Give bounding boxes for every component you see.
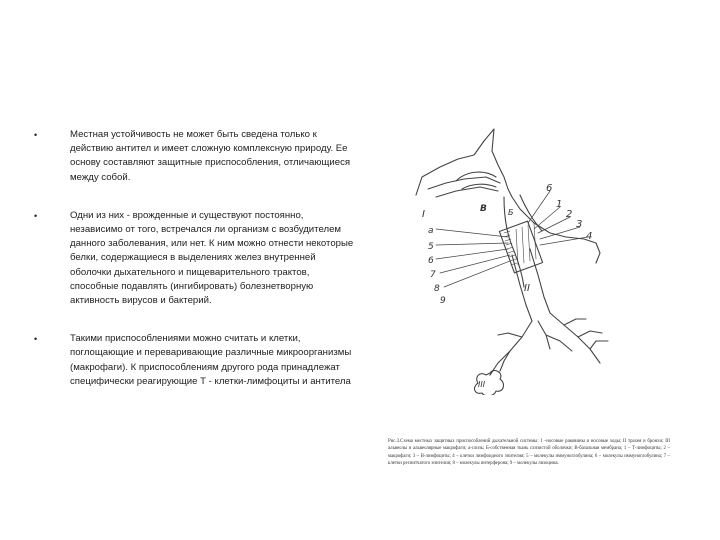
label-letter: Б (508, 208, 514, 217)
label-letter: В (480, 204, 487, 214)
figure-caption: Рис.3.Схема местных защитных приспособлений дыхательной системы: I –носовые раковины и носовые ходы; II трахея и бронхи; III альвеолы и альвеолярные макрофаги; а-слизь; Б-собственная ткань слизистой оболочки; В-базальная мембрана; 1 – Т-лимфоциты; 2 – макрофаги; 3 – В-лимфоциты; 4 – клетки лимфоидного эпителия; 5 – молекулы иммуноглобулина; 6 – молекулы иммуноглобулина; 7 – клетки реснитчатого эпителия; 8 – молекулы интерферона; 9 – молекулы лизоцима. (388, 439, 670, 467)
bronchus-branch (500, 351, 510, 371)
pointer-line (540, 237, 588, 245)
bronchus-branch (578, 331, 602, 337)
bronchus (490, 321, 532, 375)
label-number: 8 (434, 284, 440, 294)
nasal-turbinate (462, 184, 496, 189)
bullet-marker: • (34, 334, 38, 345)
label-number: 6 (428, 256, 434, 266)
label-numeral: II (524, 283, 530, 294)
pointer-line (436, 243, 508, 245)
bronchus-branch (498, 333, 522, 337)
pointer-line (436, 229, 508, 237)
label-number: 4 (586, 231, 593, 242)
palate-line (428, 177, 500, 189)
bullet-item (34, 332, 354, 389)
bullet-item (34, 209, 354, 308)
label-letter: а (428, 226, 434, 236)
label-number: 2 (566, 209, 573, 220)
label-numeral: III (478, 380, 486, 389)
label-number: 6 (546, 183, 553, 194)
bullet-text: Одни из них - врожденные и существуют постоянно, независимо от того, встречался ли организм с возбудителем данного заболевания, или нет. К ним можно отнести некоторые белки, содержащиеся в выделениях желез внутренней оболочки дыхательного и пищеварительного трактов, способные подавлять (ингибировать) болезнетворную активность вирусов и бактерий. (70, 209, 354, 307)
pointer-line (440, 255, 510, 273)
mucosa-block (499, 221, 542, 273)
bullet-list (34, 128, 354, 413)
label-number: 7 (430, 270, 436, 280)
pointer-line (436, 249, 508, 259)
pointer-line (444, 261, 510, 287)
label-number: 1 (556, 199, 563, 210)
bullet-item (34, 128, 354, 185)
bronchus (550, 313, 600, 363)
label-number: 3 (576, 219, 583, 230)
bullet-marker: • (34, 210, 38, 221)
bronchus-branch (538, 321, 550, 349)
bronchus-branch (564, 319, 586, 325)
bullet-text: Местная устойчивость не может быть сведена только к действию антител и имеет сложную комплексную природу. Ее основу составляют защитные приспособления, отличающиеся между собой. (70, 129, 351, 183)
trachea-wall (530, 249, 550, 313)
label-number: 5 (428, 242, 434, 252)
bullet-marker: • (34, 130, 38, 140)
bullet-text: Такими приспособлениями можно считать и клетки, поглощающие и переваривающие различные микроорганизмы (макрофаги). К приспособлениям другого рода принадлежат специфически реагирующие Т - клетки-лимфоциты и антитела (70, 333, 352, 387)
label-numeral: I (422, 209, 425, 220)
pointer-line (534, 207, 560, 229)
bronchus-branch (590, 341, 608, 349)
respiratory-diagram (400, 125, 630, 395)
palate-line-inner (436, 187, 498, 197)
label-number: 9 (440, 296, 446, 306)
